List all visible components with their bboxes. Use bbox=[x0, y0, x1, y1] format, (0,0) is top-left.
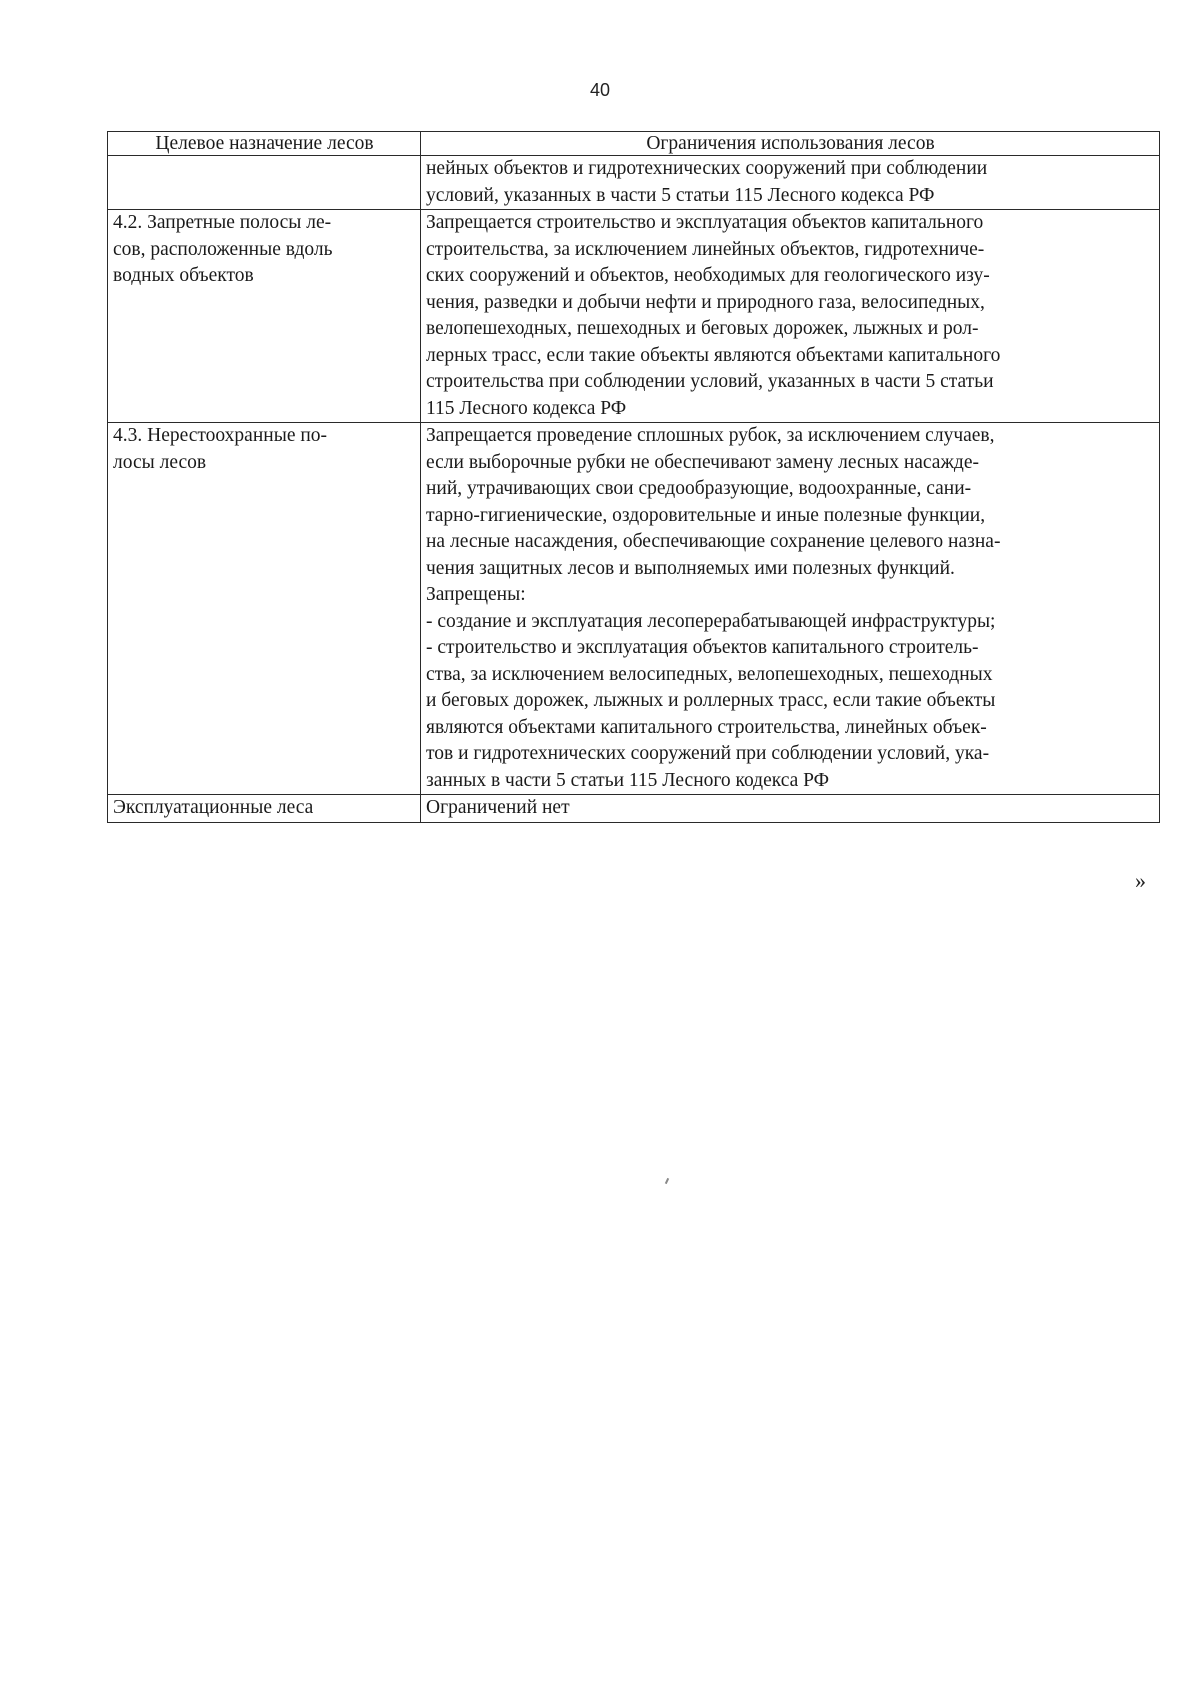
text-line: тарно-гигиенические, оздоровительные и иные полезные функции, bbox=[426, 504, 986, 526]
text-line: - строительство и эксплуатация объектов капитального строитель- bbox=[426, 637, 979, 658]
table-row bbox=[108, 156, 1160, 210]
text-line: ний, утрачивающих свои средообразующие, водоохранные, сани- bbox=[426, 478, 972, 499]
text-line: чения, разведки и добычи нефти и природного газа, велосипедных, bbox=[426, 291, 985, 313]
text-line: чения защитных лесов и выполняемых ими полезных функций. bbox=[426, 557, 955, 579]
text-line: и беговых дорожек, лыжных и роллерных трасс, если такие объекты bbox=[426, 690, 996, 711]
text-line: Эксплуатационные леса bbox=[113, 797, 314, 818]
text-line: Запрещается проведение сплошных рубок, за исключением случаев, bbox=[426, 425, 995, 446]
text-line: Ограничений нет bbox=[426, 797, 570, 818]
forest-purpose-cell bbox=[108, 210, 421, 423]
restrictions-table bbox=[107, 131, 1160, 823]
text-line: велопешеходных, пешеходных и беговых дорожек, лыжных и рол- bbox=[426, 318, 979, 339]
text-line: Запрещены: bbox=[426, 584, 526, 605]
text-line: водных объектов bbox=[113, 265, 254, 286]
header-forest-purpose: Целевое назначение лесов bbox=[108, 132, 421, 156]
text-line: 4.2. Запретные полосы ле- bbox=[113, 212, 332, 233]
text-line: - создание и эксплуатация лесоперерабатывающей инфраструктуры; bbox=[426, 610, 996, 632]
usage-restrictions-cell bbox=[421, 156, 1160, 210]
text-line: ских сооружений и объектов, необходимых для геологического изу- bbox=[426, 265, 990, 286]
text-line: тов и гидротехнических сооружений при соблюдении условий, ука- bbox=[426, 743, 990, 764]
text-line: на лесные насаждения, обеспечивающие сохранение целевого назна- bbox=[426, 531, 1001, 552]
text-line: сов, расположенные вдоль bbox=[113, 238, 333, 260]
text-line: ства, за исключением велосипедных, велопешеходных, пешеходных bbox=[426, 663, 993, 685]
text-line: если выборочные рубки не обеспечивают замену лесных насажде- bbox=[426, 451, 979, 473]
table-row bbox=[108, 795, 1160, 823]
table-row bbox=[108, 423, 1160, 795]
text-line: строительства при соблюдении условий, указанных в части 5 статьи bbox=[426, 371, 994, 392]
table-header-row bbox=[108, 132, 1160, 156]
text-line: являются объектами капитального строительства, линейных объек- bbox=[426, 716, 987, 738]
page-number: 40 bbox=[589, 80, 611, 100]
text-line: нейных объектов и гидротехнических сооружений при соблюдении bbox=[426, 158, 988, 179]
forest-purpose-cell bbox=[108, 423, 421, 795]
text-line: 4.3. Нерестоохранные по- bbox=[113, 425, 328, 446]
text-line: лерных трасс, если такие объекты являются объектами капитального bbox=[426, 344, 1001, 366]
text-line: строительства, за исключением линейных объектов, гидротехниче- bbox=[426, 238, 985, 260]
usage-restrictions-cell bbox=[421, 423, 1160, 795]
table-row bbox=[108, 210, 1160, 423]
scan-speck bbox=[665, 1178, 669, 1184]
text-line: занных в части 5 статьи 115 Лесного кодекса РФ bbox=[426, 769, 830, 791]
text-line: 115 Лесного кодекса РФ bbox=[426, 397, 627, 419]
closing-quote-mark: » bbox=[1135, 868, 1146, 893]
text-line: лосы лесов bbox=[113, 451, 207, 473]
forest-purpose-cell bbox=[108, 156, 421, 210]
text-line: Запрещается строительство и эксплуатация объектов капитального bbox=[426, 212, 984, 233]
usage-restrictions-cell bbox=[421, 795, 1160, 823]
forest-purpose-cell bbox=[108, 795, 421, 823]
header-usage-restrictions: Ограничения использования лесов bbox=[421, 132, 1160, 156]
text-line: условий, указанных в части 5 статьи 115 Лесного кодекса РФ bbox=[426, 184, 935, 206]
usage-restrictions-cell bbox=[421, 210, 1160, 423]
